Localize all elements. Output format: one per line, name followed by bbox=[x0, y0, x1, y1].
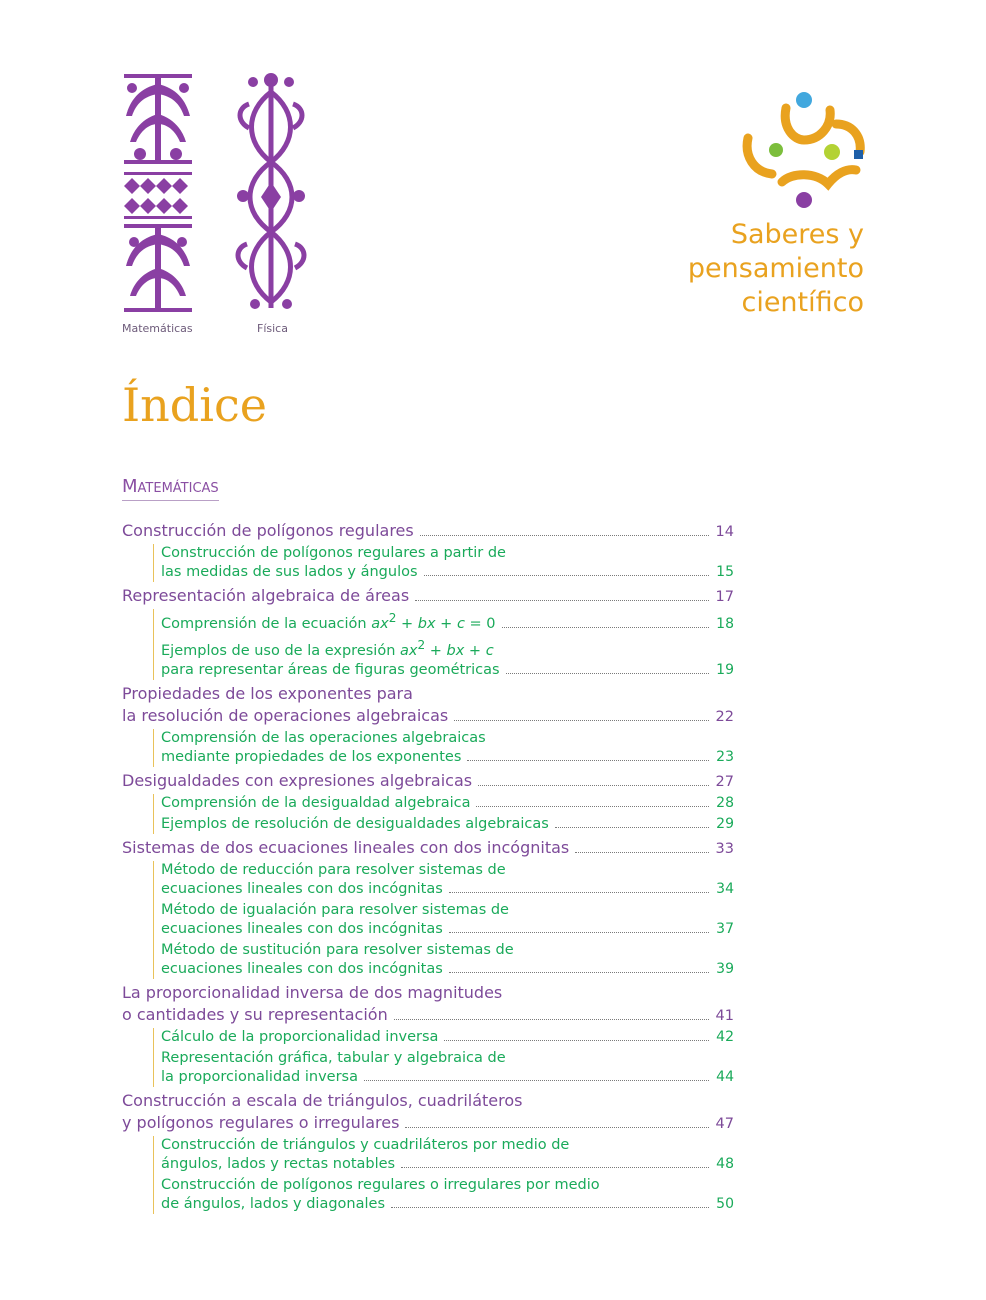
page-number: 15 bbox=[716, 564, 734, 580]
toc-entry-title: Comprensión de las operaciones algebraicas bbox=[161, 729, 486, 746]
toc-entry-line bbox=[122, 1112, 734, 1135]
page-number: 44 bbox=[716, 1068, 734, 1085]
toc-subentry[interactable] bbox=[161, 794, 734, 813]
toc-subentry[interactable] bbox=[161, 941, 734, 979]
toc-entry-title: Comprensión de la ecuación $ax^2$ + bx + c = 0 bbox=[161, 611, 496, 632]
toc-entry[interactable] bbox=[122, 770, 734, 793]
toc-entry-title: La proporcionalidad inversa de dos magnitudes bbox=[122, 982, 503, 1002]
toc-entry-title: Ejemplos de resolución de desigualdades algebraicas bbox=[161, 815, 549, 832]
toc-subentries bbox=[153, 861, 734, 979]
dot-leader bbox=[405, 1126, 709, 1128]
toc-entry-title: Sistemas de dos ecuaciones lineales con dos incógnitas bbox=[122, 837, 570, 857]
dot-leader bbox=[415, 599, 709, 601]
dot-leader bbox=[476, 805, 709, 807]
dot-leader bbox=[420, 534, 709, 536]
toc-entry-title: Construcción de triángulos y cuadriláteros por medio de bbox=[161, 1136, 570, 1153]
dot-leader bbox=[391, 1206, 709, 1208]
toc-entry[interactable] bbox=[122, 520, 734, 543]
toc-entry-line bbox=[122, 770, 734, 793]
toc-entry-title: Método de reducción para resolver sistemas de bbox=[161, 861, 506, 878]
toc-subentries bbox=[153, 609, 734, 680]
page-number: 27 bbox=[715, 773, 734, 790]
toc-entry[interactable] bbox=[122, 585, 734, 608]
toc-entry-title: Construcción de polígonos regulares o irregulares por medio bbox=[161, 1176, 600, 1193]
toc-entry-title: Cálculo de la proporcionalidad inversa bbox=[161, 1028, 439, 1045]
toc-subentry[interactable] bbox=[161, 1028, 734, 1047]
toc-subentries bbox=[153, 729, 734, 767]
dot-leader bbox=[454, 719, 709, 721]
page-number: 50 bbox=[716, 1195, 734, 1212]
toc-entry-title: y polígonos regulares o irregulares bbox=[122, 1112, 400, 1132]
ornament-caption-matematicas: Matemáticas bbox=[122, 322, 193, 335]
toc-entry-line bbox=[161, 1028, 734, 1047]
toc-subentry[interactable] bbox=[161, 1136, 734, 1174]
toc-entry-title: Representación algebraica de áreas bbox=[122, 586, 410, 605]
dot-leader bbox=[555, 826, 709, 828]
tree-pattern-ornament-icon bbox=[124, 74, 192, 312]
toc-entry-line bbox=[161, 1068, 734, 1087]
toc-subentry[interactable] bbox=[161, 544, 734, 582]
toc-subentries bbox=[153, 544, 734, 582]
dot-leader bbox=[449, 971, 709, 973]
toc-entry-line bbox=[161, 748, 734, 767]
toc-entry-line bbox=[161, 901, 734, 920]
toc-entry-title: o cantidades y su representación bbox=[122, 1004, 388, 1024]
toc-entry-line bbox=[122, 982, 734, 1004]
page-number: 47 bbox=[715, 1115, 734, 1132]
toc-entry-line bbox=[161, 563, 734, 582]
toc-entry-title: ecuaciones lineales con dos incógnitas bbox=[161, 960, 443, 977]
toc-entry-title: Representación gráfica, tabular y algebraica de bbox=[161, 1049, 506, 1066]
page-number: 41 bbox=[715, 1007, 734, 1024]
page-number: 39 bbox=[716, 960, 734, 977]
dot-leader bbox=[449, 891, 709, 893]
toc-entry-line bbox=[161, 1136, 734, 1155]
toc-subentry[interactable] bbox=[161, 729, 734, 767]
toc-entry-line bbox=[161, 1155, 734, 1174]
dot-leader bbox=[506, 672, 709, 674]
page-number: 37 bbox=[716, 920, 734, 937]
toc-subentry[interactable] bbox=[161, 636, 734, 680]
toc-entry-title: Construcción de polígonos regulares bbox=[122, 521, 414, 540]
dot-leader bbox=[394, 1018, 709, 1020]
page-number: 33 bbox=[715, 840, 734, 857]
page-number: 28 bbox=[716, 794, 734, 811]
toc-subentries bbox=[153, 1136, 734, 1214]
toc-subentry[interactable] bbox=[161, 901, 734, 939]
dot-leader bbox=[478, 784, 709, 786]
page-number: 42 bbox=[716, 1028, 734, 1045]
toc-entry-title: para representar áreas de figuras geométricas bbox=[161, 661, 500, 678]
toc-entry-line bbox=[161, 729, 734, 748]
toc-entry-title: ecuaciones lineales con dos incógnitas bbox=[161, 920, 443, 937]
toc-entry-title: la resolución de operaciones algebraicas bbox=[122, 705, 449, 725]
page-number: 17 bbox=[715, 589, 734, 605]
toc-entry-line bbox=[122, 1004, 734, 1027]
toc-entry-line bbox=[122, 520, 734, 543]
toc-entry-title: Ejemplos de uso de la expresión $ax^2$ + bx + c bbox=[161, 637, 494, 659]
toc-subentry[interactable] bbox=[161, 815, 734, 834]
section-heading: Matemáticas bbox=[122, 476, 219, 501]
dot-leader bbox=[444, 1039, 709, 1041]
toc-entry-line bbox=[161, 661, 734, 680]
toc-entry-line bbox=[161, 920, 734, 939]
toc-subentry[interactable] bbox=[161, 1049, 734, 1087]
toc-subentry[interactable] bbox=[161, 609, 734, 634]
page-number: 34 bbox=[716, 880, 734, 897]
page-number: 14 bbox=[715, 524, 734, 540]
toc-entry-line bbox=[161, 941, 734, 960]
toc-entry-title: Propiedades de los exponentes para bbox=[122, 683, 413, 703]
toc-entry-line bbox=[122, 585, 734, 608]
toc-entry-title: ecuaciones lineales con dos incógnitas bbox=[161, 880, 443, 897]
dot-leader bbox=[449, 931, 709, 933]
toc-entry-title: Construcción de polígonos regulares a partir de bbox=[161, 545, 506, 561]
logo-text bbox=[688, 218, 864, 320]
dot-leader bbox=[401, 1166, 709, 1168]
toc-entry-line bbox=[122, 683, 734, 705]
page-number: 23 bbox=[716, 748, 734, 765]
toc-entry-line bbox=[161, 544, 734, 563]
toc-entry-title: Método de igualación para resolver sistemas de bbox=[161, 901, 509, 918]
toc-entry[interactable] bbox=[122, 982, 734, 1027]
toc-entry-line bbox=[122, 1090, 734, 1112]
table-of-contents bbox=[122, 520, 734, 1214]
dot-leader bbox=[467, 759, 709, 761]
ornament-caption-fisica: Física bbox=[257, 322, 288, 335]
toc-entry-line bbox=[161, 1195, 734, 1214]
toc-entry-line bbox=[161, 815, 734, 834]
toc-entry-title: ángulos, lados y rectas notables bbox=[161, 1155, 396, 1172]
toc-entry[interactable] bbox=[122, 683, 734, 728]
toc-entry-line bbox=[161, 1176, 734, 1195]
toc-entry-title: mediante propiedades de los exponentes bbox=[161, 748, 462, 765]
toc-subentries bbox=[153, 794, 734, 834]
floral-pattern-ornament-icon bbox=[235, 72, 307, 312]
toc-entry-line bbox=[161, 1049, 734, 1068]
toc-entry-line bbox=[161, 794, 734, 813]
toc-entry-line bbox=[161, 880, 734, 899]
toc-entry-title: Desigualdades con expresiones algebraicas bbox=[122, 770, 473, 790]
logo-text-line: pensamiento bbox=[687, 253, 864, 284]
toc-entry-line bbox=[161, 861, 734, 880]
toc-entry-line bbox=[122, 705, 734, 728]
toc-entry-title: la proporcionalidad inversa bbox=[161, 1068, 358, 1085]
logo-text-line: científico bbox=[741, 287, 864, 318]
page-number: 29 bbox=[716, 815, 734, 832]
page-number: 18 bbox=[716, 615, 734, 632]
page-number: 48 bbox=[716, 1155, 734, 1172]
toc-entry[interactable] bbox=[122, 1090, 734, 1135]
page-number: 19 bbox=[716, 661, 734, 678]
toc-entry-title: de ángulos, lados y diagonales bbox=[161, 1195, 385, 1212]
saberes-figures-logo-icon bbox=[736, 88, 868, 208]
page-title: Índice bbox=[122, 378, 267, 432]
toc-entry-line bbox=[122, 837, 734, 860]
toc-entry-line bbox=[161, 636, 734, 661]
toc-entry-title: Método de sustitución para resolver sistemas de bbox=[161, 941, 514, 958]
toc-subentries bbox=[153, 1028, 734, 1087]
toc-subentry[interactable] bbox=[161, 861, 734, 899]
page-number: 22 bbox=[715, 708, 734, 725]
toc-subentry[interactable] bbox=[161, 1176, 734, 1214]
toc-entry-title: las medidas de sus lados y ángulos bbox=[161, 564, 418, 580]
dot-leader bbox=[364, 1079, 709, 1081]
toc-entry-title: Construcción a escala de triángulos, cuadriláteros bbox=[122, 1090, 523, 1110]
toc-entry-title: Comprensión de la desigualdad algebraica bbox=[161, 794, 471, 811]
logo-text-line: Saberes y bbox=[730, 219, 864, 250]
toc-entry[interactable] bbox=[122, 837, 734, 860]
toc-entry-line bbox=[161, 960, 734, 979]
dot-leader bbox=[575, 851, 709, 853]
dot-leader bbox=[424, 574, 709, 576]
dot-leader bbox=[502, 626, 709, 628]
toc-entry-line bbox=[161, 609, 734, 634]
